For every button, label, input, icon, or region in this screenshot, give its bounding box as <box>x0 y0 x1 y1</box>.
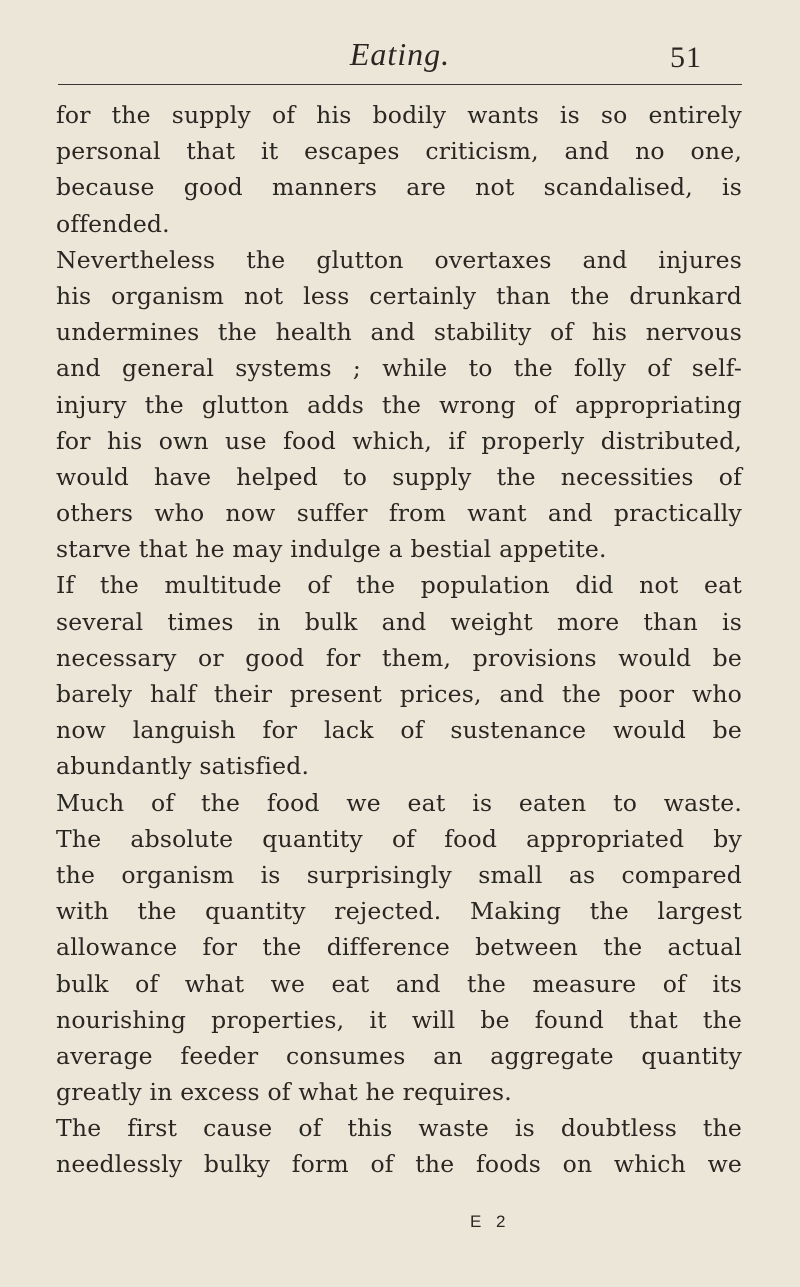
text-line: The first cause of this waste is doubtless the <box>56 1114 742 1143</box>
page-number: 51 <box>670 41 702 74</box>
text-line: Much of the food we eat is eaten to waste. <box>56 788 742 817</box>
text-line: because good manners are not scandalised, is <box>56 173 742 202</box>
text-line: with the quantity rejected. Making the largest <box>56 897 742 926</box>
text-line: the organism is surprisingly small as compared <box>56 860 742 889</box>
text-line: offended. <box>56 209 170 238</box>
text-line: average feeder consumes an aggregate quantity <box>56 1041 742 1070</box>
text-line: for his own use food which, if properly distributed, <box>56 426 742 455</box>
text-line: several times in bulk and weight more than is <box>56 607 742 636</box>
text-line: greatly in excess of what he requires. <box>56 1078 512 1107</box>
text-line: necessary or good for them, provisions would be <box>56 643 742 672</box>
text-line: now languish for lack of sustenance would be <box>56 716 742 745</box>
text-line: nourishing properties, it will be found that the <box>56 1005 742 1034</box>
text-line: If the multitude of the population did not eat <box>56 571 742 600</box>
text-line: starve that he may indulge a bestial appetite. <box>56 535 607 564</box>
running-head <box>58 34 742 80</box>
text-line: undermines the health and stability of his nervous <box>56 318 742 347</box>
text-line: personal that it escapes criticism, and no one, <box>56 137 742 166</box>
body-text <box>56 97 742 1183</box>
text-line: others who now suffer from want and practically <box>56 499 742 528</box>
text-line: and general systems ; while to the folly of self- <box>56 354 742 383</box>
text-line: Nevertheless the glutton overtaxes and injures <box>56 245 742 274</box>
header-rule <box>58 84 742 85</box>
text-line: allowance for the difference between the actual <box>56 933 742 962</box>
signature-mark: E 2 <box>470 1212 511 1231</box>
running-title: Eating. <box>349 36 451 72</box>
text-line: The absolute quantity of food appropriated by <box>56 824 742 853</box>
text-line: needlessly bulky form of the foods on which we <box>56 1150 742 1179</box>
text-line: his organism not less certainly than the drunkard <box>56 281 742 310</box>
text-line: abundantly satisfied. <box>56 752 310 781</box>
text-line: would have helped to supply the necessities of <box>56 462 742 491</box>
text-line: for the supply of his bodily wants is so entirely <box>56 101 742 129</box>
text-line: bulk of what we eat and the measure of its <box>56 969 742 998</box>
text-line: injury the glutton adds the wrong of appropriating <box>56 390 742 419</box>
text-line: barely half their present prices, and the poor who <box>56 680 742 708</box>
